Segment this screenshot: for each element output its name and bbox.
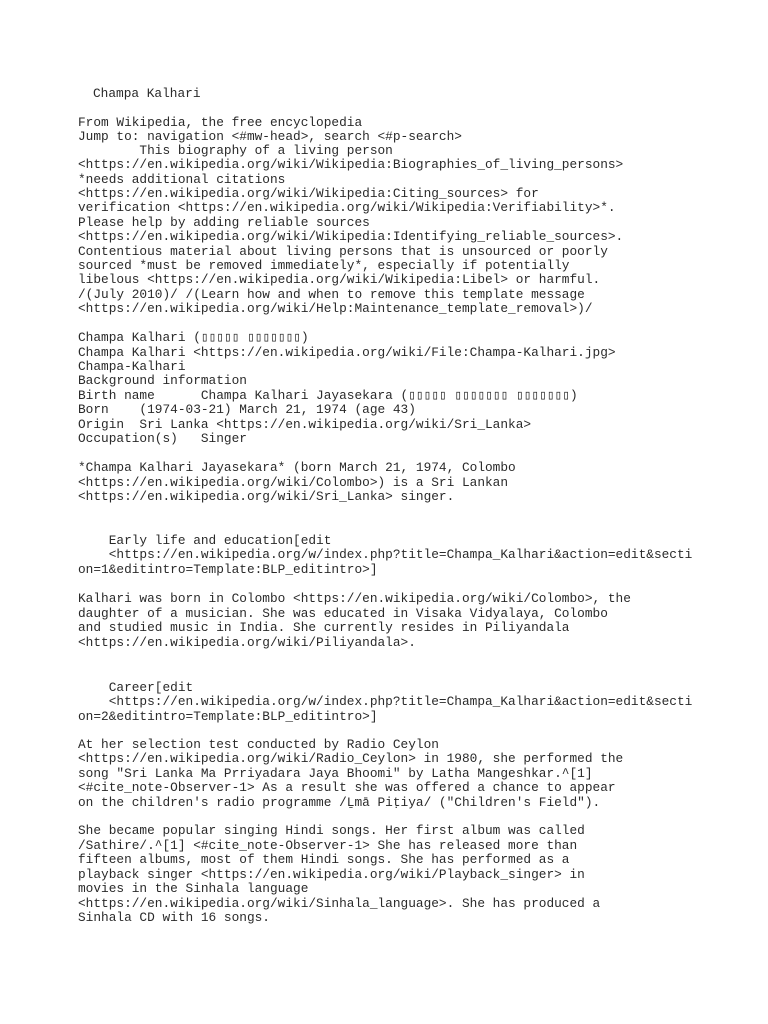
- doc-line: Origin Sri Lanka <https://en.wikipedia.org/wiki/Sri_Lanka>: [78, 417, 532, 432]
- doc-line: movies in the Sinhala language: [78, 881, 309, 896]
- doc-line: <https://en.wikipedia.org/wiki/Sri_Lanka> singer.: [78, 489, 455, 504]
- doc-line: daughter of a musician. She was educated in Visaka Vidyalaya, Colombo: [78, 606, 608, 621]
- doc-line: on=1&editintro=Template:BLP_editintro>]: [78, 562, 378, 577]
- doc-line: Jump to: navigation <#mw-head>, search <#p-search>: [78, 129, 462, 144]
- doc-line: <https://en.wikipedia.org/wiki/Wikipedia:Citing_sources> for: [78, 186, 539, 201]
- doc-line: song "Sri Lanka Ma Prriyadara Jaya Bhoomi" by Latha Mangeshkar.^[1]: [78, 766, 593, 781]
- page-title: Champa Kalhari: [93, 86, 201, 101]
- doc-line: She became popular singing Hindi songs. Her first album was called: [78, 823, 585, 838]
- doc-line: libelous <https://en.wikipedia.org/wiki/Wikipedia:Libel> or harmful.: [78, 272, 601, 287]
- doc-line: verification <https://en.wikipedia.org/wiki/Wikipedia:Verifiability>*.: [78, 200, 616, 215]
- section-heading: Early life and education[edit: [78, 533, 332, 548]
- doc-line: and studied music in India. She currently resides in Piliyandala: [78, 620, 570, 635]
- doc-line: Champa Kalhari (▯▯▯▯▯ ▯▯▯▯▯▯▯): [78, 330, 309, 345]
- doc-line: From Wikipedia, the free encyclopedia: [78, 115, 363, 130]
- doc-line: Champa Kalhari <https://en.wikipedia.org/wiki/File:Champa-Kalhari.jpg>: [78, 345, 616, 360]
- doc-line: Sinhala CD with 16 songs.: [78, 910, 270, 925]
- doc-line: sourced *must be removed immediately*, especially if potentially: [78, 258, 570, 273]
- doc-line: <#cite_note-Observer-1> As a result she was offered a chance to appear: [78, 780, 616, 795]
- doc-line: Occupation(s) Singer: [78, 431, 247, 446]
- doc-line: <https://en.wikipedia.org/wiki/Colombo>) is a Sri Lankan: [78, 475, 509, 490]
- doc-line: Born (1974-03-21) March 21, 1974 (age 43): [78, 402, 416, 417]
- doc-line: Please help by adding reliable sources: [78, 215, 370, 230]
- doc-line: *Champa Kalhari Jayasekara* (born March 21, 1974, Colombo: [78, 460, 516, 475]
- doc-line: on the children's radio programme /Ḻmā Piṭiya/ ("Children's Field").: [78, 795, 601, 810]
- doc-line: /(July 2010)/ /(Learn how and when to remove this template message: [78, 287, 585, 302]
- doc-line: fifteen albums, most of them Hindi songs. She has performed as a: [78, 852, 570, 867]
- section-heading: Career[edit: [78, 680, 194, 695]
- doc-line: playback singer <https://en.wikipedia.org/wiki/Playback_singer> in: [78, 867, 585, 882]
- doc-line: At her selection test conducted by Radio Ceylon: [78, 737, 439, 752]
- doc-line: Birth name Champa Kalhari Jayasekara (▯▯▯▯▯ ▯▯▯▯▯▯▯ ▯▯▯▯▯▯▯): [78, 388, 578, 403]
- doc-line: Champa-Kalhari: [78, 359, 186, 374]
- doc-line: <https://en.wikipedia.org/wiki/Wikipedia:Biographies_of_living_persons>: [78, 157, 624, 172]
- doc-line: <https://en.wikipedia.org/w/index.php?title=Champa_Kalhari&action=edit&secti: [78, 694, 693, 709]
- doc-line: Background information: [78, 373, 247, 388]
- doc-line: Contentious material about living persons that is unsourced or poorly: [78, 244, 608, 259]
- doc-line: <https://en.wikipedia.org/wiki/Radio_Ceylon> in 1980, she performed the: [78, 751, 624, 766]
- doc-line: *needs additional citations: [78, 172, 286, 187]
- doc-line: on=2&editintro=Template:BLP_editintro>]: [78, 709, 378, 724]
- doc-line: This biography of a living person: [78, 143, 393, 158]
- doc-line: <https://en.wikipedia.org/wiki/Wikipedia:Identifying_reliable_sources>.: [78, 229, 624, 244]
- doc-line: <https://en.wikipedia.org/wiki/Piliyandala>.: [78, 635, 416, 650]
- doc-line: <https://en.wikipedia.org/wiki/Sinhala_language>. She has produced a: [78, 896, 601, 911]
- doc-line: <https://en.wikipedia.org/wiki/Help:Maintenance_template_removal>)/: [78, 301, 593, 316]
- doc-line: /Sathire/.^[1] <#cite_note-Observer-1> She has released more than: [78, 838, 578, 853]
- doc-line: <https://en.wikipedia.org/w/index.php?title=Champa_Kalhari&action=edit&secti: [78, 547, 693, 562]
- doc-line: Kalhari was born in Colombo <https://en.wikipedia.org/wiki/Colombo>, the: [78, 591, 631, 606]
